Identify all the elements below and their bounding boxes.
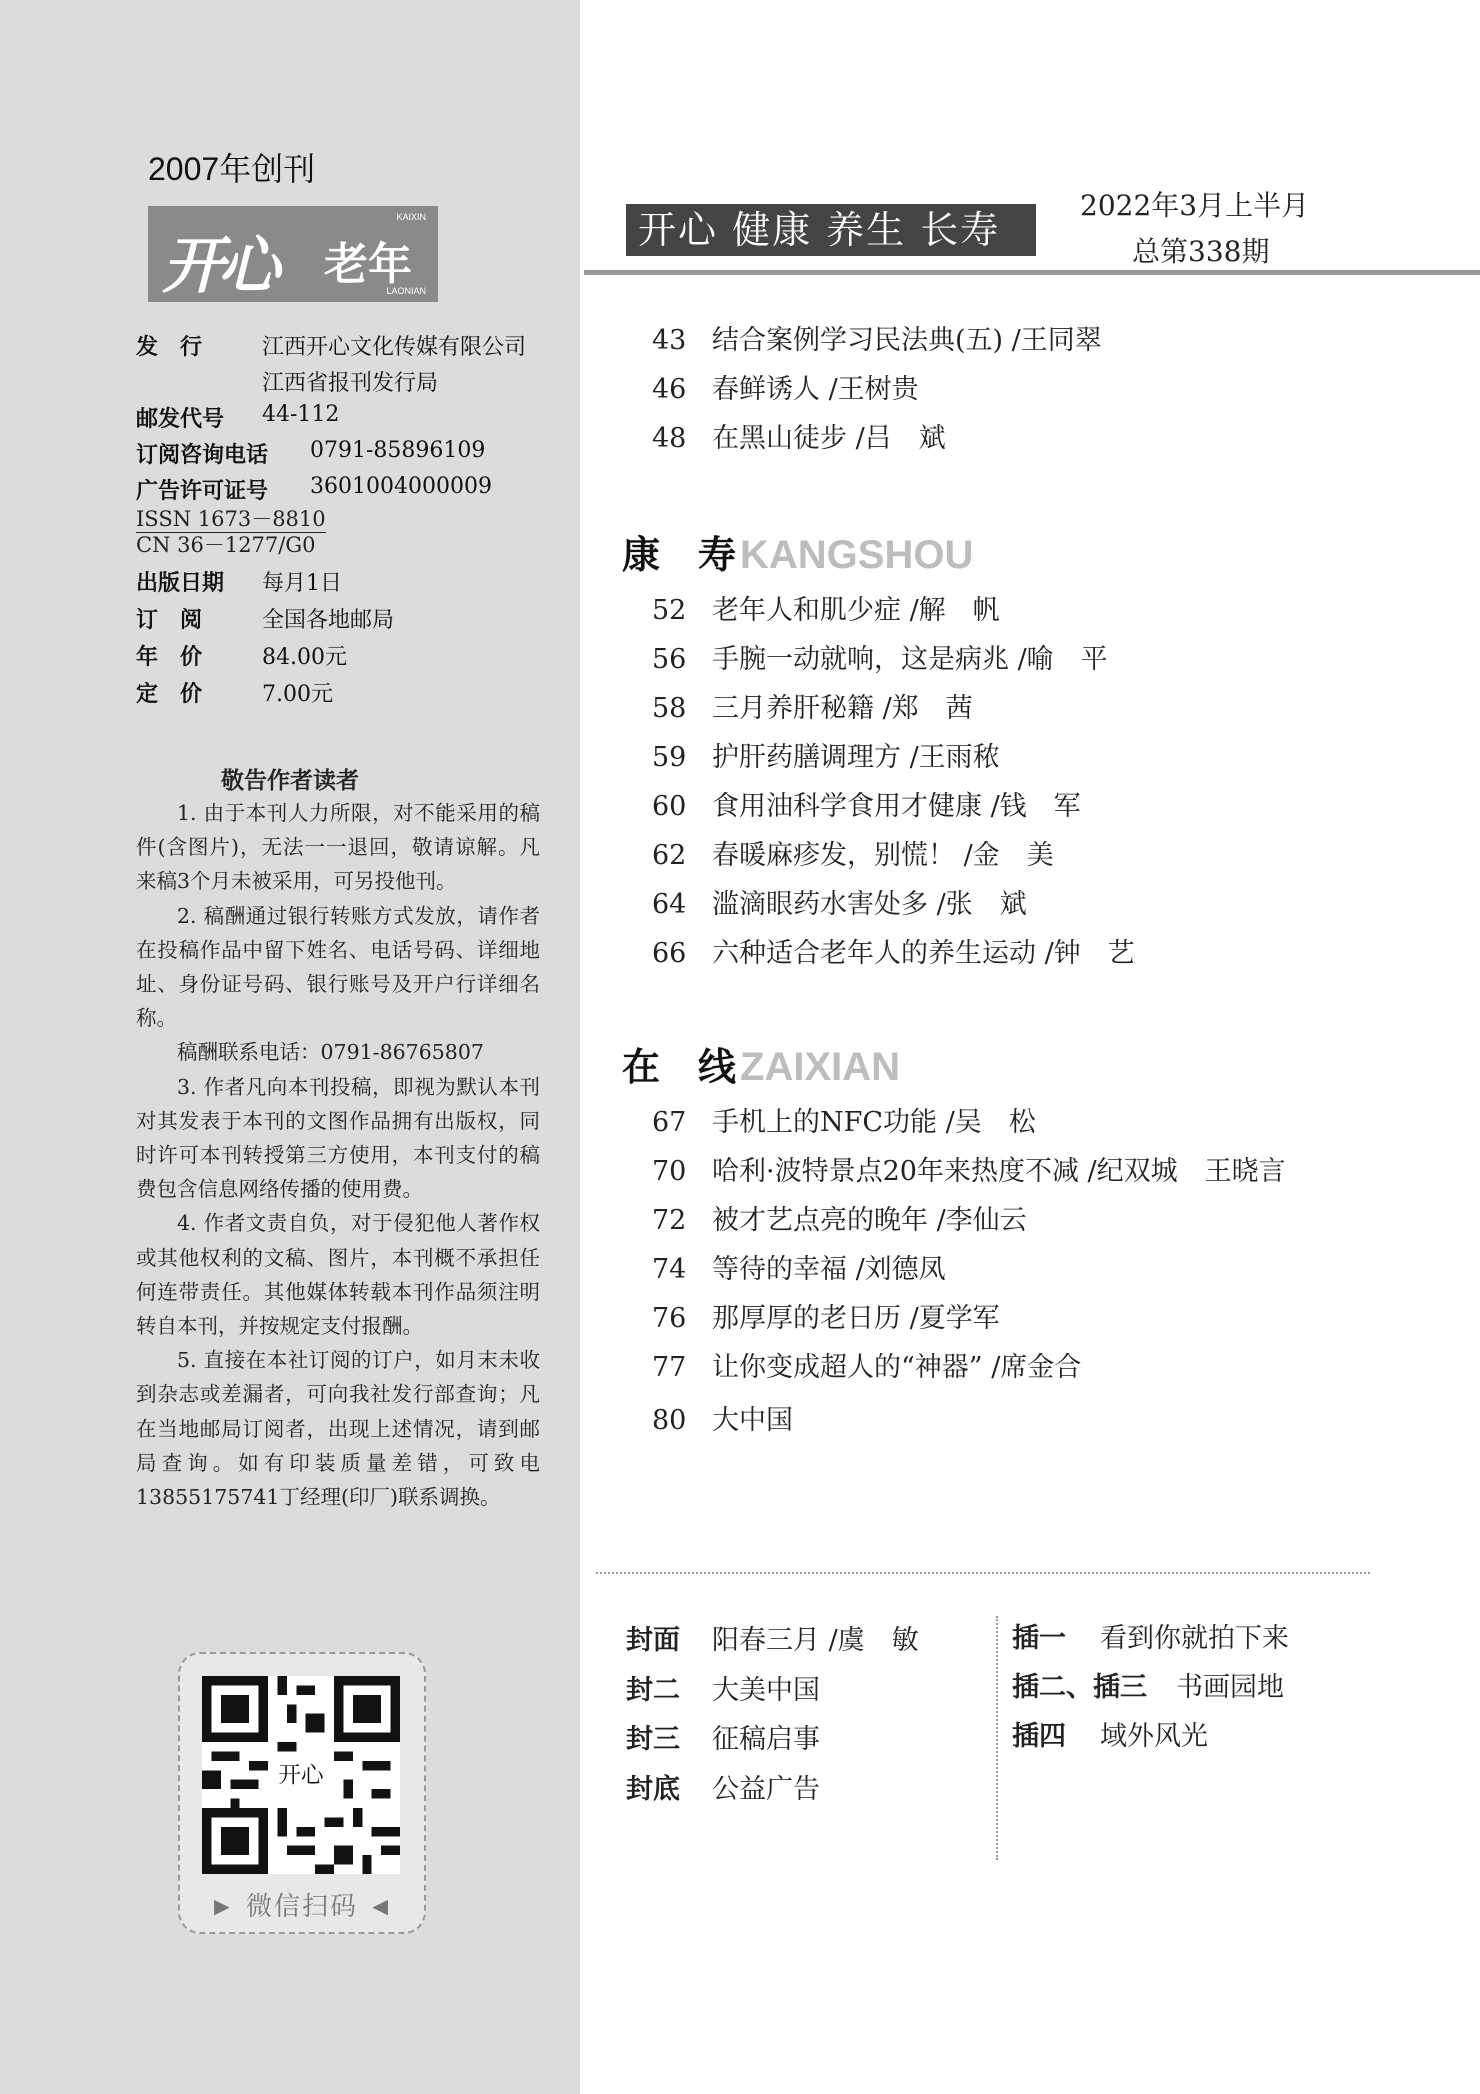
publish-info-row	[136, 438, 486, 469]
toc-page: 64	[652, 889, 687, 920]
qr-label: ► 微信扫码 ◄	[209, 1891, 395, 1921]
notice-paragraph: 5. 直接在本社订阅的订户，如月末未收到杂志或差漏者，可向我社发行部查询；凡在当地邮局订阅者，出现上述情况，请到邮局查询。如有印装质量差错，可致电13855175741丁经理(印厂)联系调换。	[136, 1348, 540, 1510]
section-title-en: KANGSHOU	[740, 533, 974, 577]
cover-value: 公益广告	[712, 1774, 820, 1805]
header-banner: 开心 健康 养生 长寿	[626, 204, 1036, 256]
cover-value: 阳春三月 /虞 敏	[712, 1625, 919, 1656]
toc-page: 43	[652, 325, 687, 356]
logo-pinyin-top: KAIXIN	[396, 212, 426, 222]
insert-value: 书画园地	[1176, 1672, 1284, 1703]
toc-title: 春暖麻疹发，别慌！ /金 美	[712, 840, 1054, 871]
toc-item[interactable]	[652, 1296, 1000, 1335]
svg-text:开心: 开心	[278, 1762, 324, 1789]
publish-info-value: 0791-85896109	[310, 438, 486, 463]
cover-item[interactable]	[626, 1668, 820, 1707]
cover-value: 征稿启事	[712, 1724, 820, 1755]
toc-title: 春鲜诱人 /王树贵	[712, 374, 919, 405]
notice-paragraph: 1. 由于本刊人力所限，对不能采用的稿件(含图片)，无法一一退回，敬请谅解。凡来稿3个月未被采用，可另投他刊。	[136, 801, 540, 894]
toc-title: 护肝药膳调理方 /王雨秾	[712, 742, 1000, 773]
logo-name: 开心	[162, 229, 275, 302]
toc-item[interactable]	[652, 931, 1135, 970]
cover-key: 封底	[626, 1774, 680, 1804]
toc-page: 52	[652, 595, 687, 626]
toc-page: 77	[652, 1352, 687, 1383]
section-title-kangshou	[622, 524, 973, 579]
toc-title: 老年人和肌少症 /解 帆	[712, 595, 1000, 626]
toc-item[interactable]	[652, 1398, 793, 1437]
toc-title: 让你变成超人的“神器” /席金合	[712, 1352, 1082, 1383]
toc-item[interactable]	[652, 882, 1027, 921]
toc-title: 食用油科学食用才健康 /钱 军	[712, 791, 1081, 822]
toc-page: 48	[652, 423, 687, 454]
publish-info-value: 3601004000009	[310, 474, 492, 499]
issue-number: 总第338期	[1132, 235, 1270, 268]
qr-code-box	[178, 1652, 426, 1934]
section-title-en: ZAIXIAN	[740, 1045, 901, 1089]
publish-info-row	[136, 330, 527, 361]
publish-info-value: 每月1日	[262, 571, 342, 596]
cover-key: 封面	[626, 1625, 680, 1655]
toc-item[interactable]	[652, 784, 1081, 823]
toc-page: 66	[652, 938, 687, 969]
publish-info-key: 出版日期	[136, 570, 225, 595]
founded-year: 2007年创刊	[148, 151, 316, 187]
toc-item[interactable]	[652, 588, 1000, 627]
publish-info-value: 44-112	[262, 402, 340, 427]
toc-item[interactable]	[652, 318, 1102, 357]
toc-title: 手机上的NFC功能 /吴 松	[712, 1107, 1036, 1138]
toc-item[interactable]	[652, 1345, 1081, 1384]
toc-page: 80	[652, 1405, 687, 1436]
publish-info-value: 84.00元	[262, 645, 347, 670]
cover-key: 封三	[626, 1724, 680, 1754]
magazine-logo	[148, 206, 438, 302]
publish-info-value: 江西开心文化传媒有限公司	[262, 335, 527, 360]
toc-title: 被才艺点亮的晚年 /李仙云	[712, 1205, 1027, 1236]
toc-title: 滥滴眼药水害处多 /张 斌	[712, 889, 1027, 920]
toc-page: 59	[652, 742, 687, 773]
toc-page: 62	[652, 840, 687, 871]
qr-code-icon[interactable]	[202, 1676, 400, 1874]
notice-paragraph: 3. 作者凡向本刊投稿，即视为默认本刊对其发表于本刊的文图作品拥有出版权，同时许可本刊转授第三方使用，本刊支付的稿费包含信息网络传播的使用费。	[136, 1074, 540, 1202]
toc-title: 手腕一动就响，这是病兆 /喻 平	[712, 644, 1108, 675]
toc-item[interactable]	[652, 686, 973, 725]
notice-body	[136, 796, 540, 1514]
publish-info-key: 发 行	[136, 334, 203, 359]
logo-pinyin-bottom: LAONIAN	[386, 286, 426, 296]
publish-info-key: 订阅咨询电话	[136, 442, 269, 467]
toc-title: 三月养肝秘籍 /郑 茜	[712, 693, 973, 724]
issn: ISSN 1673－8810	[136, 507, 326, 531]
cn-number: CN 36－1277/G0	[136, 533, 316, 557]
insert-value: 看到你就拍下来	[1100, 1623, 1289, 1654]
toc-page: 67	[652, 1107, 687, 1138]
logo-suffix: 老年	[324, 240, 412, 289]
toc-title: 六种适合老年人的养生运动 /钟 艺	[712, 938, 1135, 969]
issn-block	[136, 507, 326, 558]
toc-title: 哈利·波特景点20年来热度不减 /纪双城 王晓言	[712, 1156, 1286, 1187]
insert-value: 域外风光	[1100, 1721, 1208, 1752]
publish-info-row	[136, 402, 340, 433]
toc-item[interactable]	[652, 1198, 1027, 1237]
publish-info-value: 全国各地邮局	[262, 608, 395, 633]
toc-item[interactable]	[652, 1149, 1286, 1188]
cover-divider	[996, 1616, 998, 1860]
cover-item[interactable]	[626, 1717, 820, 1756]
publish-info-row	[136, 474, 492, 505]
notice-paragraph: 4. 作者文责自负，对于侵犯他人著作权或其他权利的文稿、图片，本刊概不承担任何连带责任。其他媒体转载本刊作品须注明转自本刊，并按规定支付报酬。	[136, 1211, 540, 1339]
publish-info-row	[136, 640, 347, 671]
publish-info-key: 年 价	[136, 644, 203, 669]
sidebar	[0, 0, 580, 2094]
insert-key: 插四	[1012, 1721, 1066, 1751]
toc-item[interactable]	[652, 367, 919, 406]
notice-title: 敬告作者读者	[221, 767, 359, 793]
toc-page: 74	[652, 1254, 687, 1285]
insert-key: 插二、插三	[1012, 1672, 1147, 1702]
section-title-cn: 在 线	[622, 1047, 737, 1089]
publish-info-key: 订 阅	[136, 607, 203, 632]
toc-page: 76	[652, 1303, 687, 1334]
insert-item[interactable]	[1012, 1714, 1208, 1753]
insert-key: 插一	[1012, 1623, 1066, 1653]
toc-title: 等待的幸福 /刘德凤	[712, 1254, 946, 1285]
section-title-cn: 康 寿	[622, 535, 737, 577]
issue-date: 2022年3月上半月	[1080, 189, 1310, 222]
publish-info-value: 江西省报刊发行局	[262, 371, 439, 396]
notice-paragraph: 2. 稿酬通过银行转账方式发放，请作者在投稿作品中留下姓名、电话号码、详细地址、身份证号码、银行账号及开户行详细名称。	[136, 903, 540, 1031]
toc-page: 46	[652, 374, 687, 405]
toc-page: 72	[652, 1205, 687, 1236]
insert-item[interactable]	[1012, 1665, 1284, 1704]
publish-info-key: 广告许可证号	[136, 478, 269, 503]
publish-info-key: 定 价	[136, 681, 203, 706]
toc-page: 58	[652, 693, 687, 724]
toc-title: 大中国	[712, 1405, 793, 1436]
toc-title: 那厚厚的老日历 /夏学军	[712, 1303, 1000, 1334]
toc-item[interactable]	[652, 735, 1000, 774]
toc-page: 56	[652, 644, 687, 675]
publish-info-key: 邮发代号	[136, 406, 225, 431]
toc-title: 结合案例学习民法典(五) /王同翠	[712, 325, 1102, 356]
publish-info-row	[136, 603, 395, 634]
cover-value: 大美中国	[712, 1675, 820, 1706]
cover-key: 封二	[626, 1675, 680, 1705]
toc-page: 60	[652, 791, 687, 822]
cover-item[interactable]	[626, 1618, 919, 1657]
toc-page: 70	[652, 1156, 687, 1187]
toc-item[interactable]	[652, 1247, 946, 1286]
toc-item[interactable]	[652, 833, 1054, 872]
publish-info-row	[136, 677, 333, 708]
cover-item[interactable]	[626, 1767, 820, 1806]
header-rule	[584, 270, 1480, 275]
toc-item[interactable]	[652, 416, 946, 455]
section-title-zaixian	[622, 1036, 900, 1091]
publish-info-row	[136, 566, 342, 597]
toc-item[interactable]	[652, 637, 1108, 676]
publish-info-value: 7.00元	[262, 682, 333, 707]
toc-title: 在黑山徒步 /吕 斌	[712, 423, 946, 454]
dotted-divider	[596, 1572, 1370, 1574]
notice-paragraph: 稿酬联系电话：0791-86765807	[177, 1040, 484, 1065]
insert-item[interactable]	[1012, 1616, 1289, 1655]
toc-item[interactable]	[652, 1100, 1036, 1139]
